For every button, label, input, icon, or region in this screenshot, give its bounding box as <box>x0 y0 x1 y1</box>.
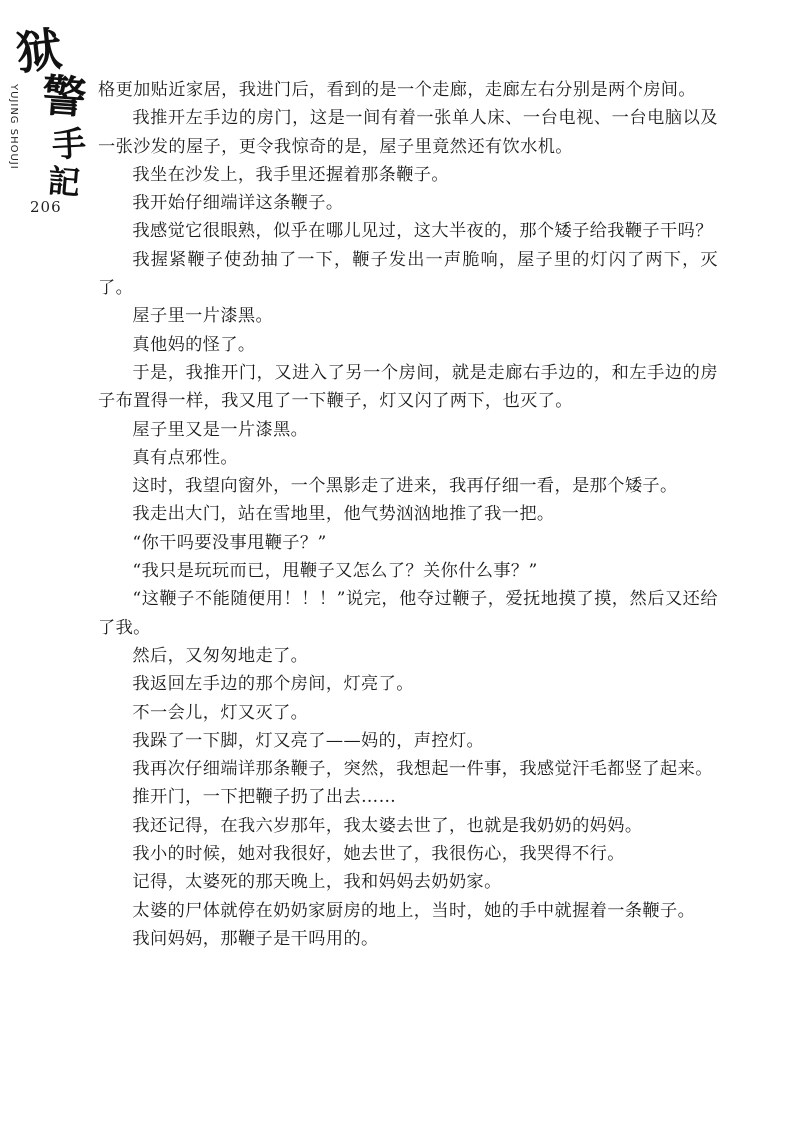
paragraph: 我再次仔细端详那条鞭子，突然，我想起一件事，我感觉汗毛都竖了起来。 <box>132 759 713 780</box>
logo-char-2: 警 <box>40 70 88 125</box>
running-title-logo <box>8 18 98 208</box>
page-number: 206 <box>30 198 62 216</box>
paragraph: 我问妈妈，那鞭子是干吗用的。 <box>132 928 379 949</box>
paragraph: 我握紧鞭子使劲抽了一下，鞭子发出一声脆响，屋子里的灯闪了两下，灭了。 <box>98 249 718 299</box>
logo-char-4: 記 <box>46 161 82 203</box>
paragraph: 太婆的尸体就停在奶奶家厨房的地上，当时，她的手中就握着一条鞭子。 <box>132 900 696 921</box>
paragraph: 我开始仔细端详这条鞭子。 <box>132 193 344 214</box>
paragraph: “我只是玩玩而已，甩鞭子又怎么了？关你什么事？” <box>132 561 538 582</box>
paragraph: 推开门，一下把鞭子扔了出去…… <box>132 787 397 808</box>
paragraph: 真他妈的怪了。 <box>132 334 256 355</box>
logo-romanization: YUJING SHOUJI <box>8 84 19 170</box>
paragraph: “这鞭子不能随便用！！！”说完，他夺过鞭子，爱抚地摸了摸，然后又还给了我。 <box>98 589 718 638</box>
paragraph: 真有点邪性。 <box>132 447 238 468</box>
paragraph: 屋子里一片漆黑。 <box>132 306 274 327</box>
paragraph: 这时，我望向窗外，一个黑影走了进来，我再仔细一看，是那个矮子。 <box>132 476 678 497</box>
paragraph: “你干吗要没事甩鞭子？” <box>132 532 327 553</box>
paragraph: 我跺了一下脚，灯又亮了——妈的，声控灯。 <box>132 730 485 751</box>
logo-char-1: 狱 <box>13 21 65 81</box>
paragraph: 我还记得，在我六岁那年，我太婆去世了，也就是我奶奶的妈妈。 <box>132 815 643 836</box>
paragraph: 记得，太婆死的那天晚上，我和妈妈去奶奶家。 <box>132 872 502 893</box>
paragraph: 我走出大门，站在雪地里，他气势汹汹地推了我一把。 <box>132 504 555 525</box>
body-text <box>98 76 718 953</box>
logo-char-3: 手 <box>50 124 88 166</box>
paragraph: 格更加贴近家居，我进门后，看到的是一个走廊，走廊左右分别是两个房间。 <box>98 80 696 100</box>
paragraph: 我感觉它很眼熟，似乎在哪儿见过，这大半夜的，那个矮子给我鞭子干吗？ <box>132 221 713 242</box>
paragraph: 我小的时候，她对我很好，她去世了，我很伤心，我哭得不行。 <box>132 844 625 865</box>
paragraph: 然后，又匆匆地走了。 <box>132 645 309 666</box>
paragraph: 我推开左手边的房门，这是一间有着一张单人床、一台电视、一台电脑以及一张沙发的屋子，更令我惊奇的是，屋子里竟然还有饮水机。 <box>98 108 718 157</box>
paragraph: 不一会儿，灯又灭了。 <box>132 702 309 723</box>
paragraph: 屋子里又是一片漆黑。 <box>132 419 309 440</box>
paragraph: 我返回左手边的那个房间，灯亮了。 <box>132 674 414 695</box>
paragraph: 我坐在沙发上，我手里还握着那条鞭子。 <box>132 164 449 185</box>
paragraph: 于是，我推开门，又进入了另一个房间，就是走廊右手边的，和左手边的房子布置得一样，我又甩了一下鞭子，灯又闪了两下，也灭了。 <box>98 362 718 412</box>
